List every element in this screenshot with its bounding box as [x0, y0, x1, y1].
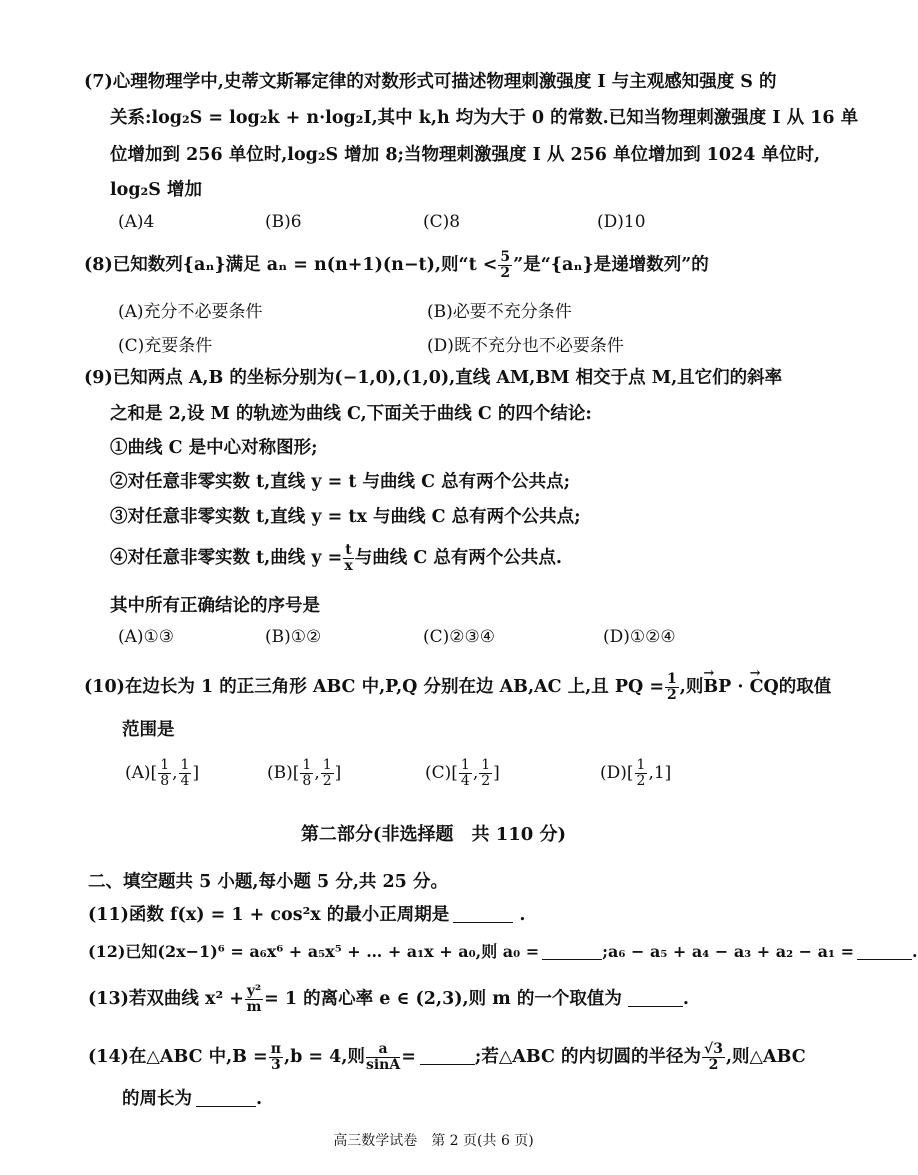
q10-mid: ,则 — [679, 677, 704, 697]
q7-option-c: (C)8 — [423, 212, 461, 232]
q10-a-d1: 8 — [160, 773, 170, 789]
q10-c-end: ] — [493, 763, 500, 783]
q10-c-frac1 — [459, 758, 472, 789]
q14-answer-blank-1[interactable] — [420, 1046, 475, 1065]
q14-a-fraction — [366, 1042, 400, 1073]
q14-mid3: ;若△ABC 的内切圆的半径为 — [474, 1047, 701, 1067]
q9-c4-pre: ④对任意非零实数 t,曲线 y = — [110, 548, 343, 568]
q10-vector-bp: → BP — [703, 675, 731, 699]
q14-a-den: sinA — [365, 1057, 401, 1073]
q11-answer-blank[interactable] — [453, 904, 513, 923]
q8-fraction — [498, 250, 512, 281]
q14-b-den: 3 — [270, 1057, 281, 1073]
q14-mid4: ,则△ABC — [725, 1047, 806, 1067]
q13-post: = 1 的离心率 e ∈ (2,3),则 m 的一个取值为 — [264, 989, 622, 1009]
q10-vector-cq: → CQ — [750, 675, 779, 699]
q14-b-num: π — [270, 1041, 281, 1057]
q8-option-b: (B)必要不充分条件 — [427, 302, 572, 322]
q7-line1: (7)心理物理学中,史蒂文斯幂定律的对数形式可描述物理刺激强度 I 与主观感知强度 S 的 — [84, 72, 777, 92]
q10-option-b: (B)[ $\frac{1}{8}$ , $\frac{1}{2}$ ] — [267, 757, 342, 789]
q10-stem — [84, 672, 831, 703]
page-footer: 高三数学试卷 第 2 页(共 6 页) — [333, 1133, 534, 1149]
q9-c4-fraction — [343, 543, 353, 574]
q10-d-frac1 — [635, 758, 648, 789]
q14-mid2: = — [401, 1047, 416, 1067]
q11: (11)函数 f(x) = 1 + cos²x 的最小正周期是 . — [88, 905, 526, 925]
q10-d-end: ,1] — [648, 763, 672, 783]
q9-option-d: (D)①②④ — [603, 627, 676, 647]
q10-option-a: (A)[ $\frac{1}{8}$ , $\frac{1}{4}$ ] — [125, 757, 200, 789]
q8-stem-pre: (8)已知数列{aₙ}满足 aₙ = n(n+1)(n−t),则“t < — [84, 255, 498, 275]
q14-a-num: a — [366, 1042, 400, 1058]
q10-c-frac2 — [479, 758, 492, 789]
q9-conclusion-2: ②对任意非零实数 t,直线 y = t 与曲线 C 总有两个公共点; — [110, 472, 571, 492]
q9-option-b: (B)①② — [265, 627, 322, 647]
q9-line2: 之和是 2,设 M 的轨迹为曲线 C,下面关于曲线 C 的四个结论: — [110, 404, 592, 424]
q10-b-frac2 — [321, 758, 334, 789]
q14-r-num: √3 — [704, 1041, 723, 1057]
q13-fraction — [245, 984, 263, 1015]
q13-den: m — [246, 999, 262, 1015]
q12-answer-blank-1[interactable] — [542, 941, 602, 960]
q10-a-n1: 1 — [160, 757, 170, 773]
q14-line1 — [88, 1042, 806, 1073]
q10-option-c: (C)[ $\frac{1}{4}$ , $\frac{1}{2}$ ] — [425, 757, 500, 789]
q10-b-end: ] — [334, 763, 342, 783]
q9-c4-num: t — [345, 542, 352, 558]
q8-frac-num: 5 — [500, 249, 511, 265]
q12-mid: ;a₆ − a₅ + a₄ − a₃ + a₂ − a₁ = — [602, 942, 855, 961]
q10-b-label: (B)[ — [267, 763, 300, 783]
q9-line1: (9)已知两点 A,B 的坐标分别为(−1,0),(1,0),直线 AM,BM 相交于点 M,且它们的斜率 — [84, 368, 783, 388]
q10-pq-den: 2 — [667, 687, 677, 703]
q10-a-label: (A)[ — [125, 763, 158, 783]
q10-a-frac1 — [158, 758, 171, 789]
q10-b-d1: 8 — [302, 773, 312, 789]
q10-pq-fraction — [665, 672, 679, 703]
q10-b-frac1 — [300, 758, 313, 789]
q9-option-c: (C)②③④ — [423, 627, 495, 647]
q13-pre: (13)若双曲线 x² + — [88, 989, 244, 1009]
q10-c-n1: 1 — [460, 757, 470, 773]
q10-c-label: (C)[ — [425, 763, 458, 783]
q11-text: (11)函数 f(x) = 1 + cos²x 的最小正周期是 — [88, 905, 450, 925]
q10-c-d1: 4 — [460, 773, 470, 789]
q8-stem — [84, 250, 709, 281]
q9-conclusion-3: ③对任意非零实数 t,直线 y = tx 与曲线 C 总有两个公共点; — [110, 507, 581, 527]
q7-line2: 关系:log₂S = log₂k + n·log₂I,其中 k,h 均为大于 0 的常数.已知当物理刺激强度 I 从 16 单 — [110, 108, 859, 128]
q14-line2: 的周长为 . — [122, 1089, 263, 1109]
q8-frac-den: 2 — [500, 265, 511, 281]
q13-num: y² — [246, 983, 262, 999]
q10-dot: · — [731, 677, 750, 697]
q14-l2: 的周长为 — [122, 1089, 192, 1109]
q13-answer-blank[interactable] — [628, 988, 683, 1007]
q10-a-d2: 4 — [180, 773, 190, 789]
q14-pre: (14)在△ABC 中,B = — [88, 1047, 268, 1067]
q9-option-a: (A)①③ — [118, 627, 175, 647]
q13: (13)若双曲线 x² + $\frac{\text{y²}}{m}$ = 1 的离心率 e ∈ (2,3),则 m 的一个取值为 . — [88, 983, 689, 1015]
q9-conclusion-4 — [110, 543, 562, 574]
q10-c-d2: 2 — [481, 773, 491, 789]
q8-option-d: (D)既不充分也不必要条件 — [427, 336, 624, 356]
q7-option-b: (B)6 — [265, 212, 302, 232]
q12: (12)已知(2x−1)⁶ = a₆x⁶ + a₅x⁵ + … + a₁x + a₀,则 a₀ = ;a₆ − a₅ + a₄ − a₃ + a₂ − a₁ = . — [88, 942, 918, 961]
q9-conclusion-1: ①曲线 C 是中心对称图形; — [110, 438, 318, 458]
section2-heading: 二、填空题共 5 小题,每小题 5 分,共 25 分。 — [88, 872, 448, 892]
q8-option-c: (C)充要条件 — [118, 336, 213, 356]
q10-a-end: ] — [192, 763, 200, 783]
q14-r-den: 2 — [708, 1057, 719, 1073]
part2-heading: 第二部分(非选择题 共 110 分) — [300, 824, 567, 845]
q9-ask: 其中所有正确结论的序号是 — [110, 596, 320, 616]
q10-line2: 范围是 — [122, 720, 175, 740]
q10-d-n1: 1 — [636, 757, 646, 773]
q14-r-fraction — [702, 1042, 725, 1073]
q7-option-a: (A)4 — [118, 212, 155, 232]
q10-b-n2: 1 — [322, 757, 332, 773]
q10-d-label: (D)[ — [600, 763, 634, 783]
q7-line4: log₂S 增加 — [110, 180, 202, 200]
q8-stem-post: ”是“{aₙ}是递增数列”的 — [513, 255, 709, 275]
q12-answer-blank-2[interactable] — [857, 941, 912, 960]
q9-c4-den: x — [344, 558, 353, 574]
q10-option-d — [600, 758, 671, 789]
q10-d-d1: 2 — [636, 773, 646, 789]
q10-b-n1: 1 — [302, 757, 312, 773]
q10-post: 的取值 — [778, 677, 832, 697]
q8-option-a: (A)充分不必要条件 — [118, 302, 263, 322]
q10-a-n2: 1 — [180, 757, 190, 773]
q10-pre: (10)在边长为 1 的正三角形 ABC 中,P,Q 分别在边 AB,AC 上,且 PQ = — [84, 677, 665, 697]
q10-c-n2: 1 — [481, 757, 491, 773]
q14-b-fraction — [269, 1042, 283, 1073]
q7-option-d: (D)10 — [597, 212, 646, 232]
q10-a-frac2 — [179, 758, 192, 789]
q14-answer-blank-2[interactable] — [196, 1088, 256, 1107]
q10-b-d2: 2 — [322, 773, 332, 789]
q14-mid1: ,b = 4,则 — [283, 1047, 365, 1067]
q7-line3: 位增加到 256 单位时,log₂S 增加 8;当物理刺激强度 I 从 256 单位增加到 1024 单位时, — [110, 145, 821, 165]
q9-c4-post: 与曲线 C 总有两个公共点. — [354, 548, 562, 568]
q10-pq-num: 1 — [667, 671, 677, 687]
q12-pre: (12)已知(2x−1)⁶ = a₆x⁶ + a₅x⁵ + … + a₁x + a₀,则 a₀ = — [88, 942, 540, 961]
